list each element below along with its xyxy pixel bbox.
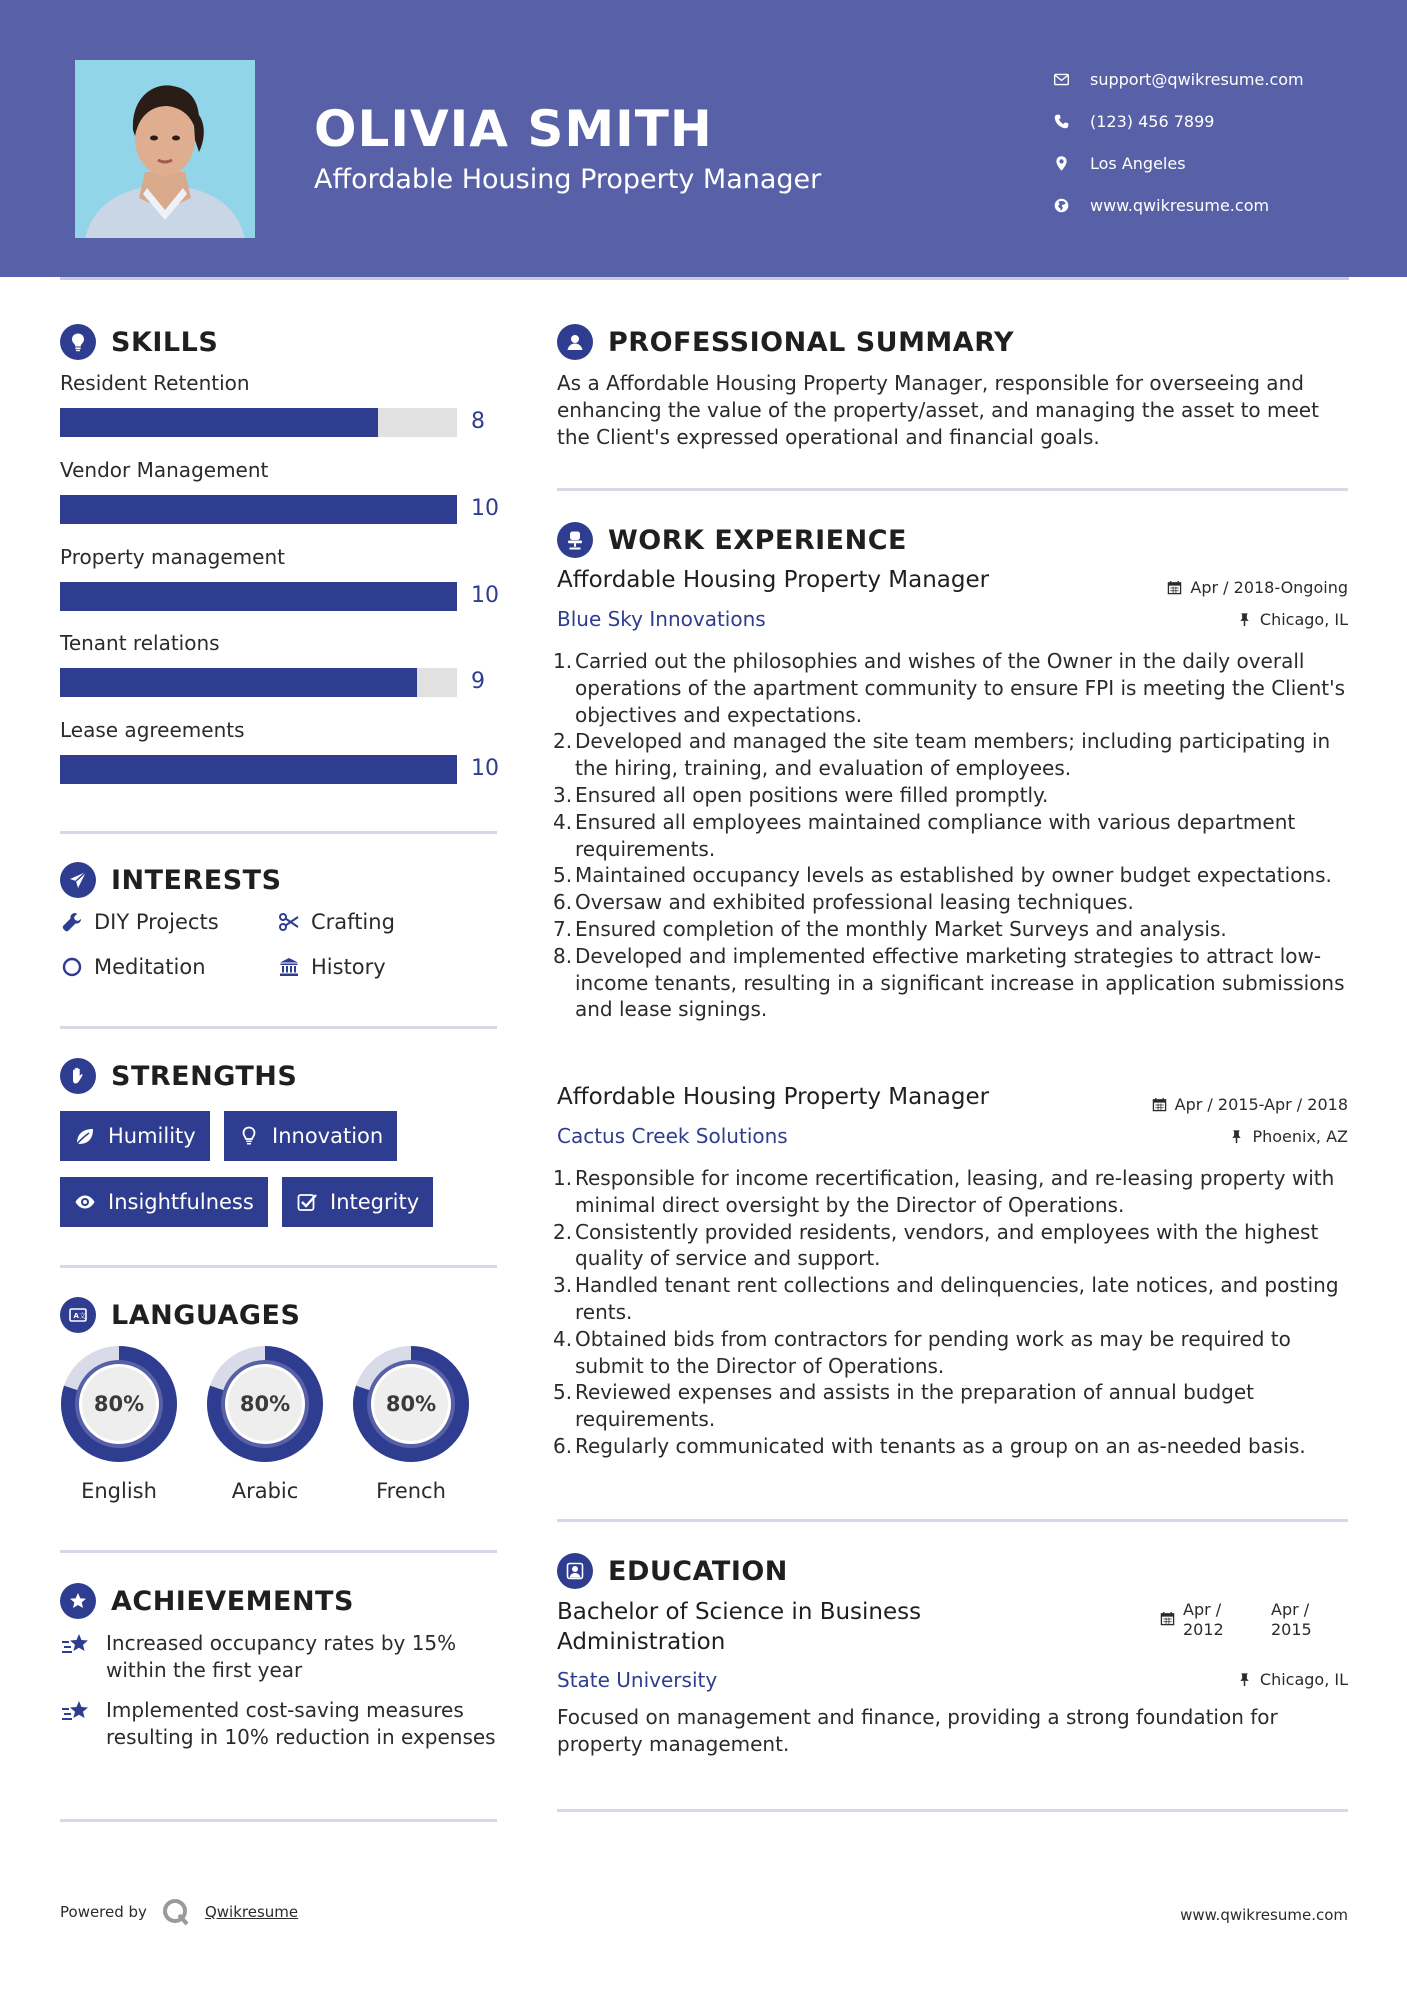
contact-website[interactable]: [1050, 184, 1304, 226]
circle-icon: [60, 955, 84, 979]
languages-title: LANGUAGES: [111, 1299, 301, 1331]
graduate-icon: [557, 1553, 593, 1589]
job-bullets: [553, 648, 1353, 1023]
job-bullet-text: Developed and implemented effective marketing strategies to attract low-income tenants, resulting in a significant increase in application submissions and lease signings.: [575, 943, 1345, 1022]
eye-icon: [74, 1191, 96, 1213]
section-divider: [60, 1819, 497, 1822]
degree-title: Bachelor of Science in Business Administration: [557, 1599, 922, 1655]
job-location-text: Chicago, IL: [1259, 610, 1348, 629]
skill-bar-fill: [60, 755, 457, 784]
skills-title: SKILLS: [111, 326, 219, 358]
job-bullet-text: Handled tenant rent collections and delinquencies, late notices, and posting rents.: [575, 1273, 1339, 1324]
company-name: Blue Sky Innovations: [557, 607, 766, 631]
achievement-item: [60, 1697, 500, 1751]
skill-bar-fill: [60, 668, 417, 697]
contact-email[interactable]: [1050, 58, 1304, 100]
resume-header: [0, 0, 1407, 277]
school-name: State University: [557, 1668, 718, 1692]
section-divider: [557, 1519, 1348, 1522]
skill-label: Vendor Management: [60, 458, 269, 482]
calendar-icon: [1152, 1097, 1167, 1112]
footer-powered-by: [60, 1897, 298, 1927]
globe-icon: [1050, 194, 1072, 216]
strength-label: Innovation: [272, 1124, 384, 1148]
education-location-text: Chicago, IL: [1259, 1670, 1348, 1689]
job-location: [1229, 1127, 1348, 1146]
skill-bar-track: [60, 408, 457, 437]
language-ring: [58, 1343, 180, 1465]
candidate-title: Affordable Housing Property Manager: [314, 164, 822, 195]
skill-bar-track: [60, 582, 457, 611]
skill-value: 8: [471, 409, 485, 434]
job-bullet: 1. Responsible for income recertification, leasing, and re-leasing property with minimal direct oversight by the Director of Operations.: [553, 1165, 1353, 1219]
section-divider: [60, 831, 497, 834]
strength-badge: [224, 1111, 397, 1161]
job-bullet-text: Regularly communicated with tenants as a group on an as-needed basis.: [575, 1433, 1306, 1458]
job-bullet: 7. Ensured completion of the monthly Market Surveys and analysis.: [553, 916, 1227, 941]
skill-bar-track: [60, 668, 457, 697]
strength-badge: [60, 1177, 268, 1227]
leaf-icon: [74, 1125, 96, 1147]
candidate-name: OLIVIA SMITH: [314, 100, 713, 158]
strength-label: Humility: [108, 1124, 196, 1148]
language-name: French: [376, 1479, 446, 1503]
language-percent: 80%: [239, 1392, 291, 1416]
skill-label: Lease agreements: [60, 718, 245, 742]
languages-heading: [60, 1297, 300, 1333]
skill-label: Tenant relations: [60, 631, 220, 655]
brand-link[interactable]: Qwikresume: [204, 1903, 299, 1921]
experience-title: WORK EXPERIENCE: [608, 524, 907, 556]
job-bullet: 6. Regularly communicated with tenants as a group on an as-needed basis.: [553, 1433, 1306, 1458]
job-title: Affordable Housing Property Manager: [557, 1084, 990, 1110]
interest-label: Meditation: [94, 955, 206, 979]
powered-by-text: Powered by: [60, 1903, 147, 1921]
company-name: Cactus Creek Solutions: [557, 1124, 788, 1148]
contact-list: [1050, 58, 1304, 226]
skill-bar-fill: [60, 495, 457, 524]
skill-value: 10: [471, 756, 499, 781]
job-title: Affordable Housing Property Manager: [557, 567, 990, 593]
job-bullet-text: Ensured completion of the monthly Market Surveys and analysis.: [575, 916, 1227, 941]
phone-icon: [1050, 110, 1072, 132]
scissors-icon: [277, 910, 301, 934]
interest-item: [277, 910, 395, 934]
experience-heading: [557, 522, 907, 558]
job-bullet: 4. Obtained bids from contractors for pending work as may be required to submit to the Director of Operations.: [553, 1326, 1353, 1380]
interest-label: History: [311, 955, 386, 979]
interest-label: Crafting: [311, 910, 395, 934]
achievements-heading: [60, 1583, 354, 1619]
section-divider: [557, 1809, 1348, 1812]
job-bullet-text: Maintained occupancy levels as established by owner budget expectations.: [575, 863, 1332, 888]
office-chair-icon: [557, 522, 593, 558]
job-dates: [1152, 1095, 1348, 1114]
skills-heading: [60, 324, 218, 360]
pushpin-icon: [1229, 1129, 1244, 1144]
skill-label: Property management: [60, 545, 285, 569]
shooting-star-icon: [60, 1630, 94, 1684]
job-dates-text: Apr / 2018-Ongoing: [1190, 578, 1348, 597]
strengths-title: STRENGTHS: [111, 1060, 298, 1092]
skill-value: 9: [471, 669, 485, 694]
wrench-icon: [60, 910, 84, 934]
job-location: [1237, 610, 1348, 629]
job-bullet: 6. Oversaw and exhibited professional leasing techniques.: [553, 890, 1134, 915]
language-icon: [60, 1297, 96, 1333]
education-description: Focused on management and finance, providing a strong foundation for property management.: [557, 1705, 1278, 1756]
contact-email-text: support@qwikresume.com: [1090, 69, 1304, 89]
museum-icon: [277, 955, 301, 979]
language-ring: [350, 1343, 472, 1465]
interests-heading: [60, 862, 282, 898]
profile-photo: [75, 60, 255, 238]
contact-location-text: Los Angeles: [1090, 153, 1186, 173]
strength-label: Integrity: [330, 1190, 420, 1214]
education-title: EDUCATION: [608, 1555, 788, 1587]
job-bullet-text: Ensured all open positions were filled promptly.: [575, 782, 1049, 807]
contact-website-text: www.qwikresume.com: [1090, 195, 1270, 215]
user-icon: [557, 324, 593, 360]
skill-value: 10: [471, 583, 499, 608]
language-ring: [204, 1343, 326, 1465]
job-location-text: Phoenix, AZ: [1252, 1127, 1348, 1146]
summary-heading: [557, 324, 1014, 360]
job-dates: [1167, 578, 1348, 597]
footer-website[interactable]: www.qwikresume.com: [1180, 1906, 1348, 1924]
skill-bar-fill: [60, 582, 457, 611]
envelope-icon: [1050, 68, 1072, 90]
pushpin-icon: [1237, 1672, 1252, 1687]
section-divider: [60, 1550, 497, 1553]
check-square-icon: [296, 1191, 318, 1213]
language-item: [58, 1343, 180, 1503]
job-bullet: 5. Maintained occupancy levels as established by owner budget expectations.: [553, 863, 1332, 888]
job-bullet-text: Developed and managed the site team members; including participating in the hiring, training, and evaluation of employees.: [575, 729, 1331, 781]
star-badge-icon: [60, 1583, 96, 1619]
language-name: English: [81, 1479, 157, 1503]
contact-phone[interactable]: [1050, 100, 1304, 142]
summary-title: PROFESSIONAL SUMMARY: [608, 326, 1015, 358]
achievement-item: [60, 1630, 500, 1684]
header-divider: [60, 277, 1349, 280]
achievement-text: Implemented cost-saving measures resulting in 10% reduction in expenses: [106, 1698, 496, 1749]
skill-bar-track: [60, 495, 457, 524]
job-bullet-text: Obtained bids from contractors for pending work as may be required to submit to the Director of Operations.: [575, 1326, 1291, 1378]
skill-label: Resident Retention: [60, 371, 250, 395]
interest-item: [60, 910, 219, 934]
portrait-image: [75, 60, 255, 238]
section-divider: [60, 1265, 497, 1268]
job-bullet: 8. Developed and implemented effective marketing strategies to attract low-income tenants, resulting in a significant increase in application submissions and lease signings.: [553, 943, 1353, 1023]
achievement-text: Increased occupancy rates by 15% within the first year: [106, 1631, 457, 1682]
strength-badge: [282, 1177, 433, 1227]
education-location: [1237, 1670, 1348, 1689]
job-bullet: 2. Developed and managed the site team members; including participating in the hiring, training, and evaluation of employees.: [553, 728, 1353, 782]
job-bullet-text: Ensured all employees maintained compliance with various department requirements.: [575, 809, 1296, 861]
language-percent: 80%: [93, 1392, 145, 1416]
interest-item: [277, 955, 386, 979]
svg-text:文: 文: [79, 1312, 86, 1320]
education-end: Apr / 2015: [1271, 1600, 1312, 1639]
skill-value: 10: [471, 496, 499, 521]
pushpin-icon: [1237, 612, 1252, 627]
job-bullets: [553, 1165, 1353, 1460]
education-dates: [1160, 1600, 1319, 1640]
lightbulb-icon: [238, 1125, 260, 1147]
contact-phone-text: (123) 456 7899: [1090, 111, 1215, 131]
shooting-star-icon: [60, 1697, 94, 1751]
language-percent: 80%: [385, 1392, 437, 1416]
section-divider: [557, 488, 1348, 491]
job-bullet-text: Carried out the philosophies and wishes of the Owner in the daily overall operations of the apartment community to ensure FPI is meeting the Client's objectives and expectations.: [575, 649, 1346, 727]
job-bullet: 3. Handled tenant rent collections and delinquencies, late notices, and posting rents.: [553, 1272, 1353, 1326]
qwikresume-logo-icon: [161, 1897, 191, 1927]
summary-text: As a Affordable Housing Property Manager, responsible for overseeing and enhancing the value of the property/asset, and managing the asset to meet the Client's expressed operational and financial goals.: [557, 371, 1319, 449]
language-item: [350, 1343, 472, 1503]
skill-bar-track: [60, 755, 457, 784]
interests-title: INTERESTS: [111, 864, 282, 896]
contact-location: [1050, 142, 1304, 184]
calendar-icon: [1160, 1611, 1175, 1626]
job-bullet: 1. Carried out the philosophies and wishes of the Owner in the daily overall operations of the apartment community to ensure FPI is meeting the Client's objectives and expectations.: [553, 648, 1353, 728]
job-bullet-text: Reviewed expenses and assists in the preparation of annual budget requirements.: [575, 1380, 1255, 1432]
education-heading: [557, 1553, 788, 1589]
job-bullet: 3. Ensured all open positions were filled promptly.: [553, 782, 1049, 807]
svg-text:A: A: [73, 1312, 79, 1320]
skill-bar-fill: [60, 408, 378, 437]
job-bullet-text: Oversaw and exhibited professional leasing techniques.: [575, 890, 1134, 915]
strengths-heading: [60, 1058, 297, 1094]
paper-plane-icon: [60, 862, 96, 898]
location-pin-icon: [1050, 152, 1072, 174]
job-dates-text: Apr / 2015-Apr / 2018: [1174, 1095, 1348, 1114]
lightbulb-icon: [60, 324, 96, 360]
hand-icon: [60, 1058, 96, 1094]
job-bullet-text: Responsible for income recertification, leasing, and re-leasing property with minimal direct oversight by the Director of Operations.: [575, 1166, 1335, 1217]
strength-label: Insightfulness: [108, 1190, 254, 1214]
strength-badge: [60, 1111, 210, 1161]
language-item: [204, 1343, 326, 1503]
section-divider: [60, 1026, 497, 1029]
calendar-icon: [1167, 580, 1182, 595]
language-name: Arabic: [231, 1479, 299, 1503]
interest-item: [60, 955, 206, 979]
job-bullet: 2. Consistently provided residents, vendors, and employees with the highest quality of service and support.: [553, 1219, 1353, 1273]
job-bullet: 4. Ensured all employees maintained compliance with various department requirements.: [553, 809, 1353, 863]
education-start: Apr / 2012: [1183, 1600, 1224, 1639]
job-bullet-text: Consistently provided residents, vendors, and employees with the highest quality of service and support.: [575, 1219, 1319, 1271]
interest-label: DIY Projects: [94, 910, 219, 934]
achievements-title: ACHIEVEMENTS: [111, 1585, 354, 1617]
job-bullet: 5. Reviewed expenses and assists in the preparation of annual budget requirements.: [553, 1379, 1353, 1433]
